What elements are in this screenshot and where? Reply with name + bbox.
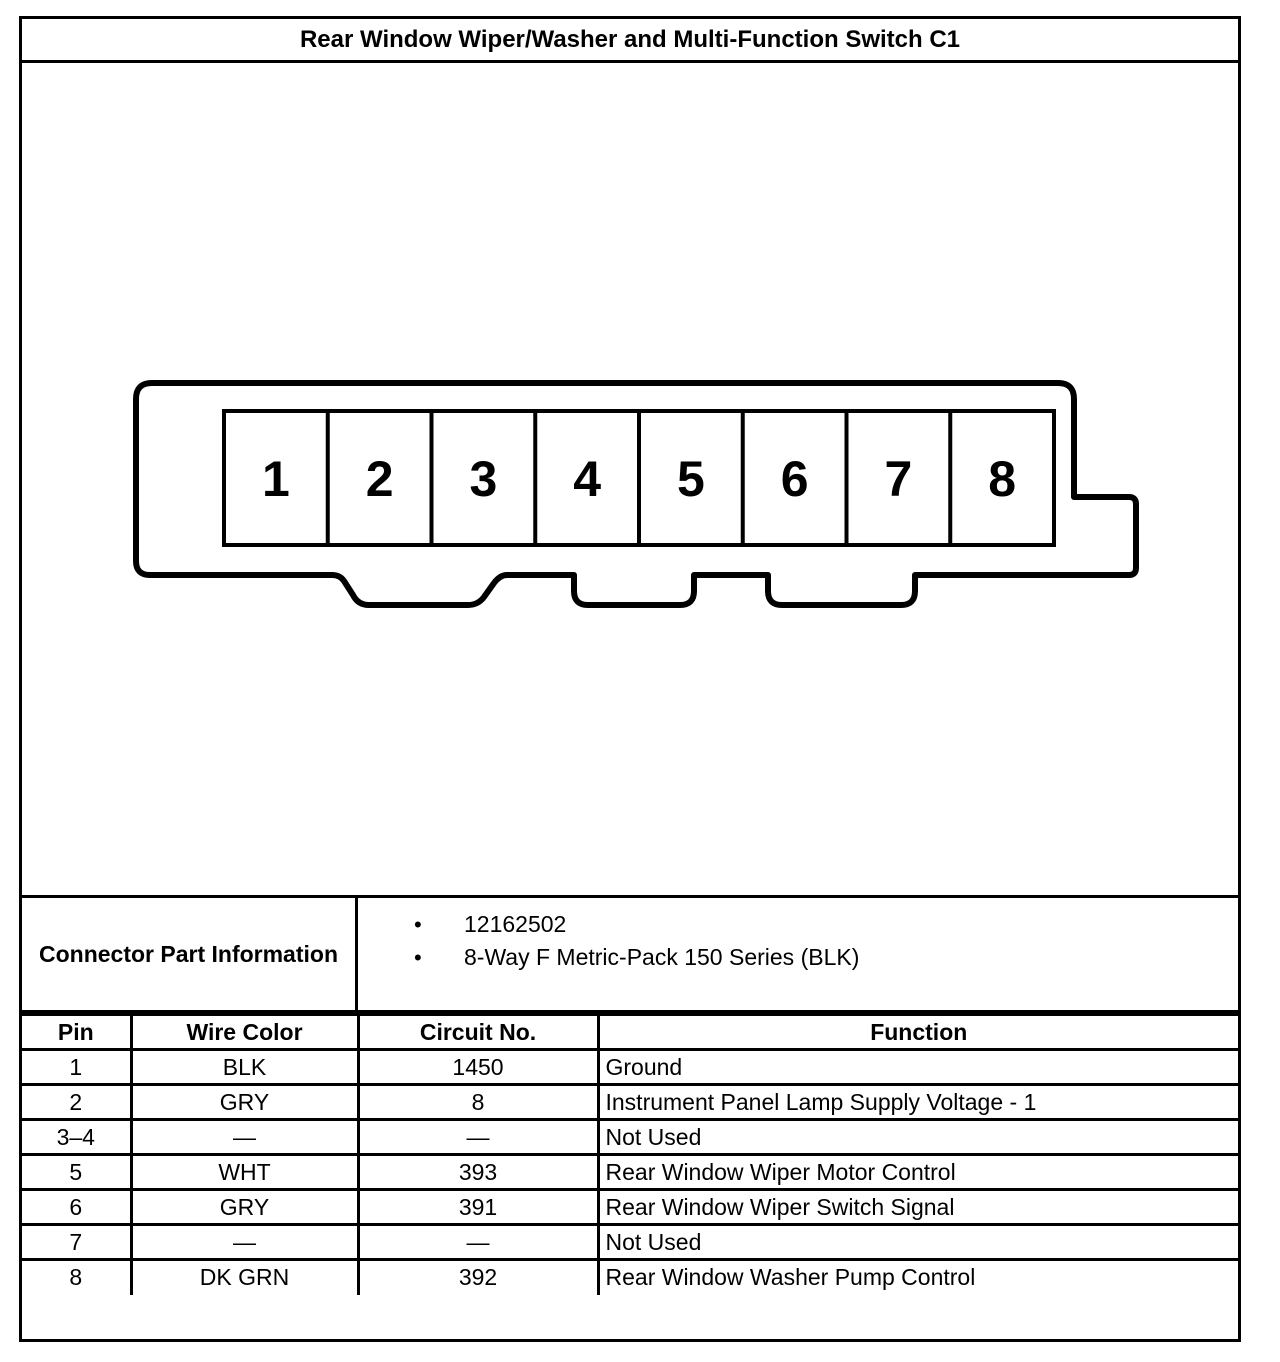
pin-number-label: 1 (261, 451, 290, 507)
cell-wire-color: — (131, 1120, 358, 1155)
pin-number-label: 6 (780, 451, 809, 507)
table-row (22, 1155, 1238, 1190)
cell-pin: 1 (22, 1050, 131, 1085)
connector-sheet (19, 16, 1241, 1342)
cell-wire-color: DK GRN (131, 1260, 358, 1295)
header-circuit-no: Circuit No. (358, 1015, 598, 1050)
connector-description: • 8-Way F Metric-Pack 150 Series (BLK) (358, 941, 859, 974)
connector-part-information (22, 895, 1238, 1013)
pinout-table (22, 1013, 1238, 1295)
cell-wire-color: GRY (131, 1085, 358, 1120)
table-row (22, 1050, 1238, 1085)
cell-pin: 3–4 (22, 1120, 131, 1155)
table-header-row (22, 1015, 1238, 1050)
connector-diagram (22, 63, 1238, 895)
pin-number-label: 4 (573, 451, 602, 507)
cell-circuit: 8 (358, 1085, 598, 1120)
cell-function: Ground (598, 1050, 1238, 1085)
cell-wire-color: GRY (131, 1190, 358, 1225)
cell-circuit: 391 (358, 1190, 598, 1225)
page-title: Rear Window Wiper/Washer and Multi-Function Switch C1 (22, 19, 1238, 63)
table-row (22, 1190, 1238, 1225)
table-row (22, 1225, 1238, 1260)
table-row (22, 1120, 1238, 1155)
header-function: Function (598, 1015, 1238, 1050)
part-number: • 12162502 (358, 908, 859, 941)
cell-circuit: 1450 (358, 1050, 598, 1085)
cell-wire-color: WHT (131, 1155, 358, 1190)
cell-circuit: 392 (358, 1260, 598, 1295)
cell-function: Rear Window Wiper Switch Signal (598, 1190, 1238, 1225)
cell-pin: 2 (22, 1085, 131, 1120)
cell-wire-color: BLK (131, 1050, 358, 1085)
part-info-list (358, 898, 859, 1010)
cell-circuit: 393 (358, 1155, 598, 1190)
cell-wire-color: — (131, 1225, 358, 1260)
pin-number-label: 8 (988, 451, 1017, 507)
cell-function: Not Used (598, 1120, 1238, 1155)
connector-face-svg (22, 63, 1238, 895)
cell-pin: 7 (22, 1225, 131, 1260)
table-row (22, 1260, 1238, 1295)
cell-function: Rear Window Washer Pump Control (598, 1260, 1238, 1295)
header-wire-color: Wire Color (131, 1015, 358, 1050)
cell-function: Rear Window Wiper Motor Control (598, 1155, 1238, 1190)
cell-function: Instrument Panel Lamp Supply Voltage - 1 (598, 1085, 1238, 1120)
cell-pin: 5 (22, 1155, 131, 1190)
cell-circuit: — (358, 1225, 598, 1260)
pin-number-label: 5 (676, 451, 705, 507)
header-pin: Pin (22, 1015, 131, 1050)
part-info-label: Connector Part Information (22, 898, 358, 1010)
cell-function: Not Used (598, 1225, 1238, 1260)
pin-number-label: 7 (884, 451, 913, 507)
cell-pin: 6 (22, 1190, 131, 1225)
cell-circuit: — (358, 1120, 598, 1155)
table-row (22, 1085, 1238, 1120)
cell-pin: 8 (22, 1260, 131, 1295)
pin-number-label: 3 (469, 451, 498, 507)
pin-number-label: 2 (365, 451, 394, 507)
